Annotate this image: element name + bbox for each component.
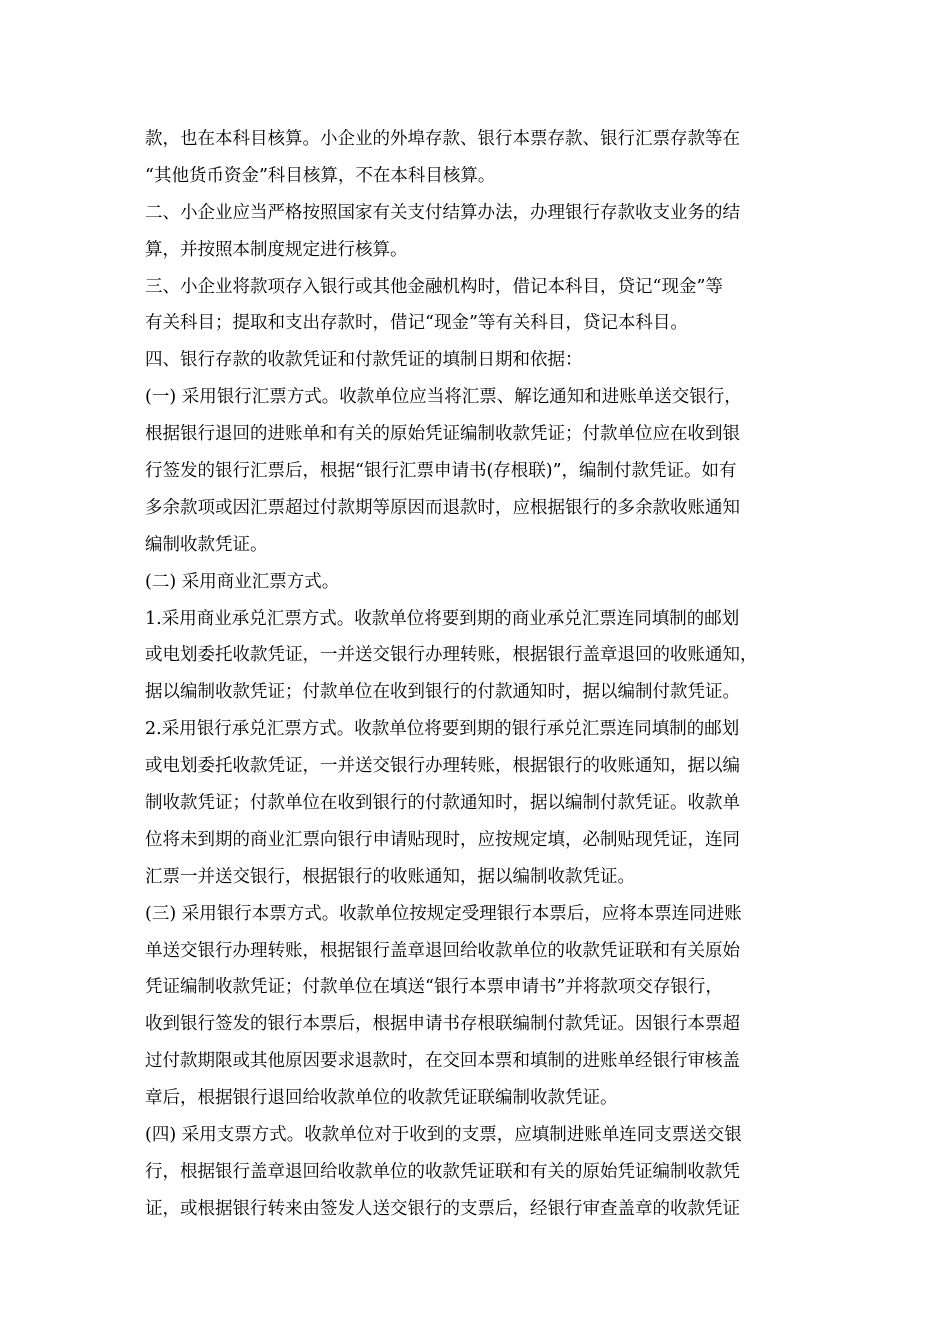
text-line: 单送交银行办理转账，根据银行盖章退回给收款单位的收款凭证联和有关原始 (145, 940, 740, 961)
text-line: 行签发的银行汇票后，根据“银行汇票申请书(存根联)”，编制付款凭证。如有 (145, 461, 737, 482)
text-line: 1.采用商业承兑汇票方式。收款单位将要到期的商业承兑汇票连同填制的邮划 (145, 608, 740, 629)
text-line: 证，或根据银行转来由签发人送交银行的支票后，经银行审查盖章的收款凭证 (145, 1198, 740, 1219)
text-line: 多余款项或因汇票超过付款期等原因而退款时，应根据银行的多余款收账通知 (145, 497, 740, 518)
section-heading: 四、银行存款的收款凭证和付款凭证的填制日期和依据： (145, 350, 583, 371)
text-line: 位将未到期的商业汇票向银行申请贴现时，应按规定填，必制贴现凭证，连同 (145, 829, 740, 850)
subsection-heading: (二) 采用商业汇票方式。 (145, 571, 340, 592)
text-line: 据以编制收款凭证；付款单位在收到银行的付款通知时，据以编制付款凭证。 (145, 682, 740, 703)
text-line: 三、小企业将款项存入银行或其他金融机构时，借记本科目，贷记“现金”等 (145, 276, 723, 297)
text-line: 算，并按照本制度规定进行核算。 (145, 239, 408, 260)
text-line: 章后，根据银行退回给收款单位的收款凭证联编制收款凭证。 (145, 1088, 618, 1109)
text-line: 二、小企业应当严格按照国家有关支付结算办法，办理银行存款收支业务的结 (145, 202, 740, 223)
text-line: 凭证编制收款凭证；付款单位在填送“银行本票申请书”并将款项交存银行， (145, 977, 723, 998)
text-line: 有关科目；提取和支出存款时，借记“现金”等有关科目，贷记本科目。 (145, 313, 688, 334)
text-line: 2.采用银行承兑汇票方式。收款单位将要到期的银行承兑汇票连同填制的邮划 (145, 719, 740, 740)
text-line: 汇票一并送交银行，根据银行的收账通知，据以编制收款凭证。 (145, 866, 635, 887)
text-line: 或电划委托收款凭证，一并送交银行办理转账，根据银行的收账通知，据以编 (145, 756, 740, 777)
text-line: (一) 采用银行汇票方式。收款单位应当将汇票、解讫通知和进账单送交银行， (145, 387, 742, 408)
text-line: 或电划委托收款凭证，一并送交银行办理转账，根据银行盖章退回的收账通知， (145, 645, 758, 666)
document-body (145, 121, 825, 1228)
text-line: (三) 采用银行本票方式。收款单位按规定受理银行本票后，应将本票连同进账 (145, 903, 742, 924)
text-line: 行，根据银行盖章退回给收款单位的收款凭证联和有关的原始凭证编制收款凭 (145, 1161, 740, 1182)
text-line: 收到银行签发的银行本票后，根据申请书存根联编制付款凭证。因银行本票超 (145, 1014, 740, 1035)
text-line: “其他货币资金”科目核算，不在本科目核算。 (145, 165, 496, 186)
text-line: 制收款凭证；付款单位在收到银行的付款通知时，据以编制付款凭证。收款单 (145, 793, 740, 814)
text-line: (四) 采用支票方式。收款单位对于收到的支票，应填制进账单连同支票送交银 (145, 1125, 742, 1146)
text-line: 编制收款凭证。 (145, 534, 268, 555)
text-line: 根据银行退回的进账单和有关的原始凭证编制收款凭证；付款单位应在收到银 (145, 424, 740, 445)
text-line: 款，也在本科目核算。小企业的外埠存款、银行本票存款、银行汇票存款等在 (145, 129, 740, 149)
text-line: 过付款期限或其他原因要求退款时，在交回本票和填制的进账单经银行审核盖 (145, 1051, 740, 1072)
